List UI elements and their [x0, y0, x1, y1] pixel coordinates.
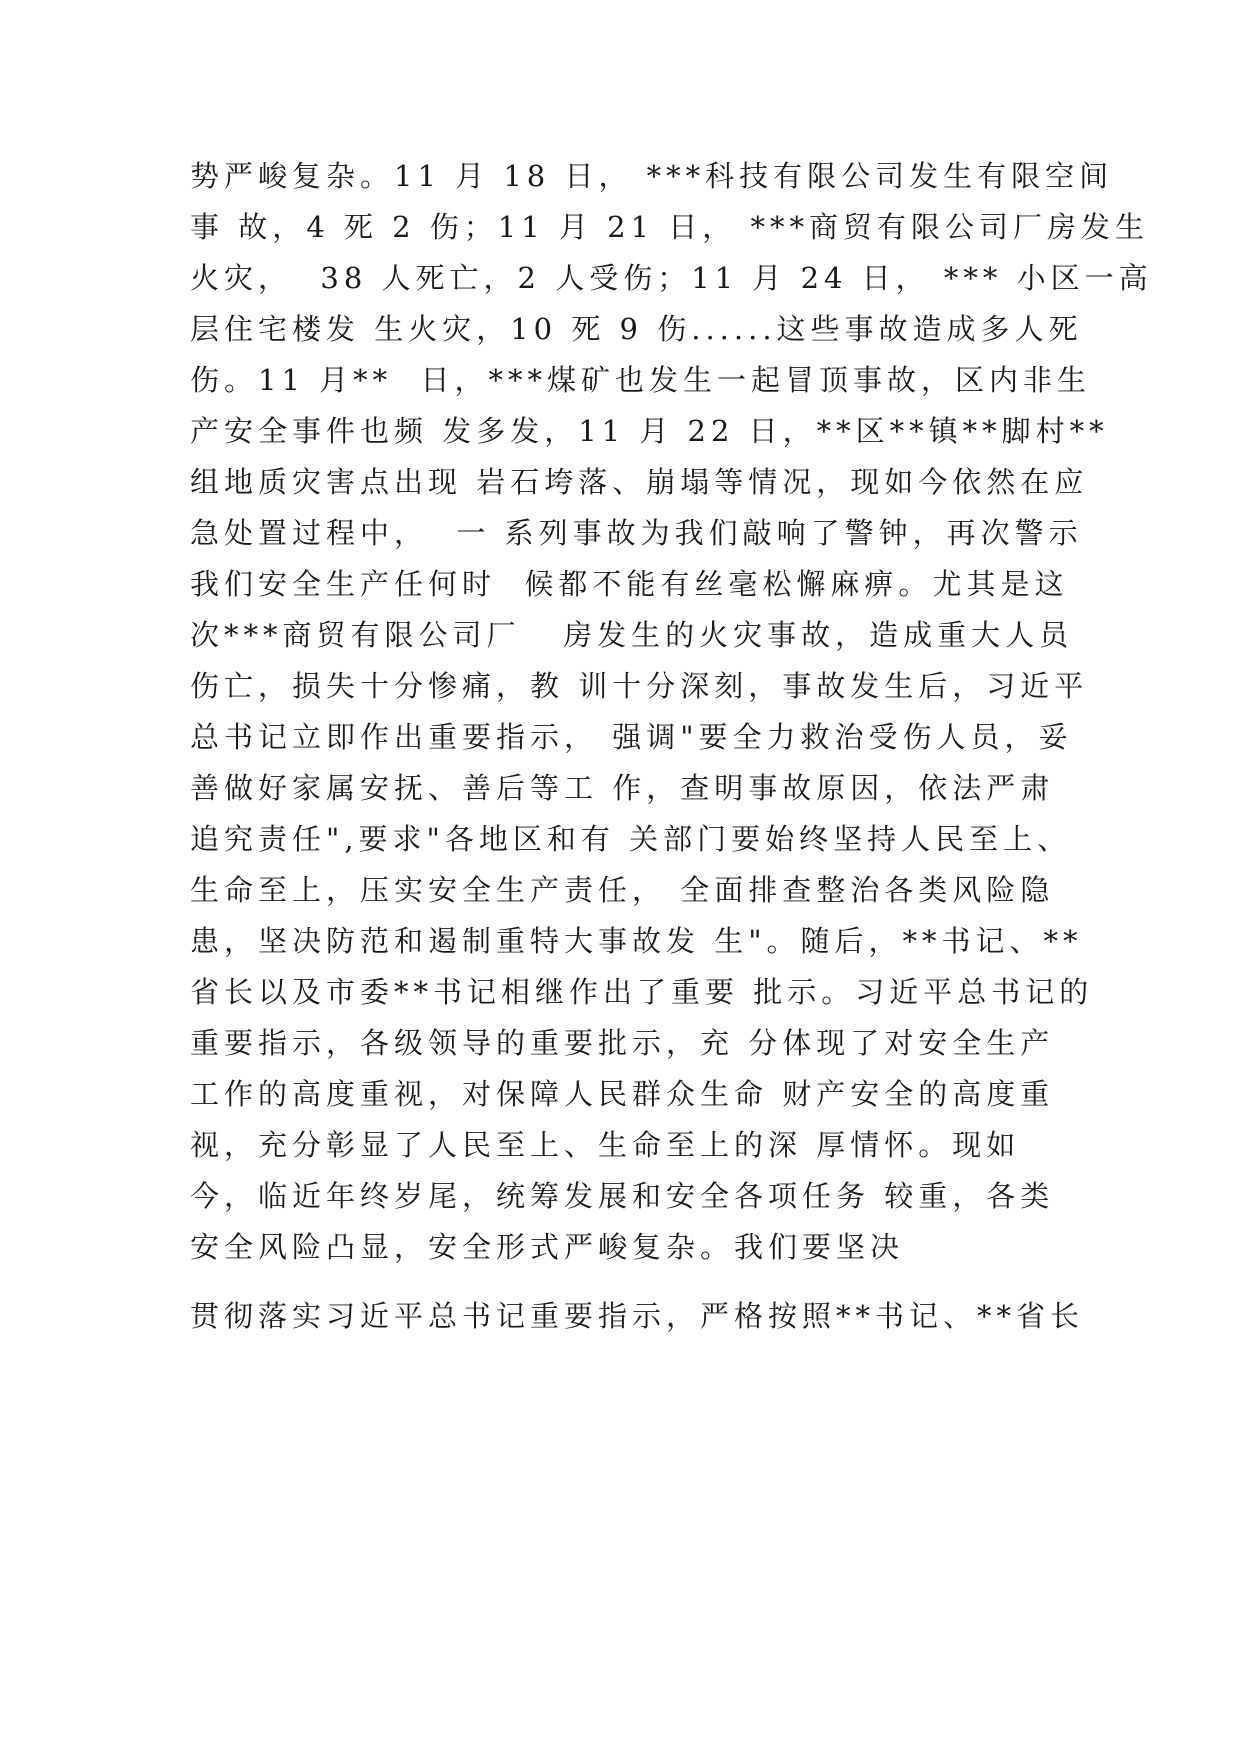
paragraph-line: 追究责任",要求"各地区和有 关部门要始终坚持人民至上、 [190, 822, 1072, 856]
paragraph-line: 工作的高度重视，对保障人民群众生命 财产安全的高度重 [190, 1077, 1055, 1111]
paragraph-line: 急处置过程中， 一 系列事故为我们敲响了警钟，再次警示 [190, 516, 1083, 550]
paragraph-line: 善做好家属安抚、善后等工 作，查明事故原因，依法严肃 [190, 771, 1055, 805]
paragraph-line: 省长以及市委**书记相继作出了重要 批示。习近平总书记的 [190, 975, 1094, 1009]
paragraph-line: 视，充分彰显了人民至上、生命至上的深 厚情怀。现如 [190, 1128, 1021, 1162]
paragraph-line: 组地质灾害点出现 岩石垮落、崩塌等情况，现如今依然在应 [190, 465, 1089, 499]
paragraph-line: 伤亡，损失十分惨痛，教 训十分深刻，事故发生后，习近平 [190, 669, 1089, 703]
paragraph-line: 事 故，4 死 2 伤；11 月 21 日， ***商贸有限公司厂房发生 [190, 210, 1149, 244]
paragraph-line: 火灾， 38 人死亡，2 人受伤；11 月 24 日， *** 小区一高 [190, 261, 1153, 295]
paragraph-line: 重要指示，各级领导的重要批示，充 分体现了对安全生产 [190, 1026, 1055, 1060]
paragraph-line: 伤。11 月** 日，***煤矿也发生一起冒顶事故，区内非生 [190, 363, 1092, 397]
paragraph-line: 势严峻复杂。11 月 18 日， ***科技有限公司发生有限空间 [190, 159, 1114, 193]
paragraph-line: 总书记立即作出重要指示， 强调"要全力救治受伤人员，妥 [190, 720, 1073, 754]
paragraph-line: 安全风险凸显，安全形式严峻复杂。我们要坚决 [190, 1230, 905, 1264]
paragraph-line: 今，临近年终岁尾，统筹发展和安全各项任务 较重，各类 [190, 1179, 1055, 1213]
paragraph-line: 贯彻落实习近平总书记重要指示，严格按照**书记、**省长 [190, 1299, 1085, 1333]
paragraph-line: 患，坚决防范和遏制重特大事故发 生"。随后，**书记、** [190, 924, 1083, 958]
paragraph-line: 层住宅楼发 生火灾，10 死 9 伤......这些事故造成多人死 [190, 312, 1083, 346]
paragraph-line: 生命至上，压实安全生产责任， 全面排查整治各类风险隐 [190, 873, 1055, 907]
paragraph-line: 次***商贸有限公司厂 房发生的火灾事故，造成重大人员 [190, 618, 1074, 652]
paragraph-line: 我们安全生产任何时 候都不能有丝毫松懈麻痹。尤其是这 [190, 567, 1069, 601]
paragraph-line: 产安全事件也频 发多发，11 月 22 日，**区**镇**脚村** [190, 414, 1109, 448]
